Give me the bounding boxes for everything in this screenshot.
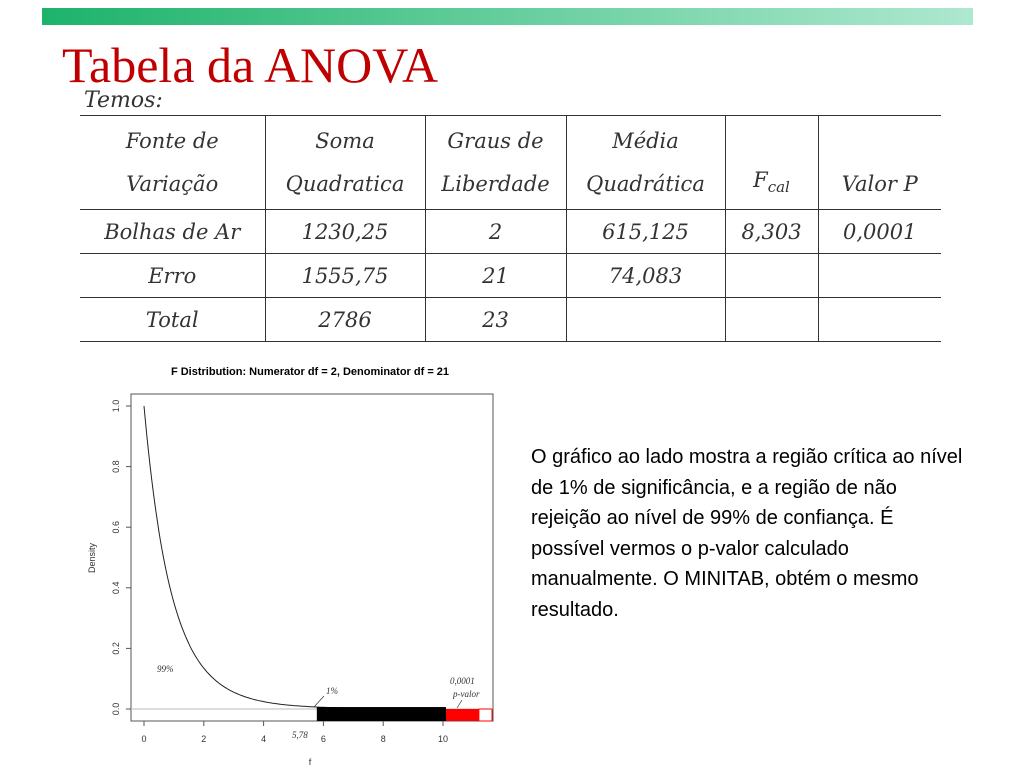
- cell: 74,083: [566, 254, 725, 298]
- pvalue-label: p-valor: [453, 689, 480, 699]
- pvalue-region: [446, 709, 479, 721]
- y-tick-label: 0.0: [111, 702, 121, 716]
- header-cell: $F_{cal}$: [725, 116, 818, 210]
- y-tick-label: 0.6: [111, 520, 121, 534]
- intro-text: Temos:: [84, 88, 163, 113]
- header-cell: Graus de Liberdade: [425, 116, 566, 210]
- cell: 2786: [265, 298, 425, 342]
- cell: Erro: [80, 254, 265, 298]
- chart-title: F Distribution: Numerator df = 2, Denominator df = 21: [170, 366, 450, 378]
- y-tick-label: 0.4: [111, 581, 121, 595]
- acceptance-label: 99%: [157, 664, 174, 674]
- y-axis-label: Density: [87, 542, 97, 574]
- y-tick-label: 0.2: [111, 642, 121, 655]
- rejection-label: 1%: [326, 686, 338, 696]
- critical-value-label: 5,78: [292, 730, 308, 740]
- rejection-pointer: [314, 696, 324, 707]
- plot-frame: [131, 394, 493, 721]
- y-tick-label: 1.0: [111, 399, 121, 413]
- header-cell: Valor P: [818, 116, 941, 210]
- cell: 0,0001: [818, 210, 941, 254]
- cell: 1230,25: [265, 210, 425, 254]
- pvalue-pointer: [457, 700, 462, 708]
- slide-title: Tabela da ANOVA: [62, 37, 439, 93]
- rejection-region: [317, 707, 446, 721]
- header-cell: Soma Quadratica: [265, 116, 425, 210]
- cell: 23: [425, 298, 566, 342]
- cell: 21: [425, 254, 566, 298]
- x-tick-label: 2: [201, 734, 207, 744]
- cell: 1555,75: [265, 254, 425, 298]
- y-tick-label: 0.8: [111, 460, 121, 473]
- cell: Total: [80, 298, 265, 342]
- x-tick-label: 8: [380, 734, 386, 744]
- x-axis-label: f: [308, 757, 312, 767]
- pvalue-value: 0,0001: [450, 676, 475, 686]
- header-cell: Fonte de Variação: [80, 116, 265, 210]
- cell: 8,303: [725, 210, 818, 254]
- header-cell: Média Quadrática: [566, 116, 725, 210]
- x-tick-label: 4: [261, 734, 267, 744]
- explanation-text: O gráfico ao lado mostra a região crítica ao nível de 1% de significância, e a região de não rejeição ao nível de 99% de confiança. É possível vermos o p-valor calculado manualmente. O MINITAB, obtém o mesmo resultado.: [531, 446, 963, 621]
- x-tick-label: 6: [320, 734, 326, 744]
- cell: Bolhas de Ar: [80, 210, 265, 254]
- cell: 2: [425, 210, 566, 254]
- cell: 615,125: [566, 210, 725, 254]
- density-curve: [144, 406, 445, 709]
- x-tick-label: 10: [437, 734, 449, 744]
- x-tick-label: 0: [141, 734, 147, 744]
- pvalue-region-outline: [479, 709, 492, 721]
